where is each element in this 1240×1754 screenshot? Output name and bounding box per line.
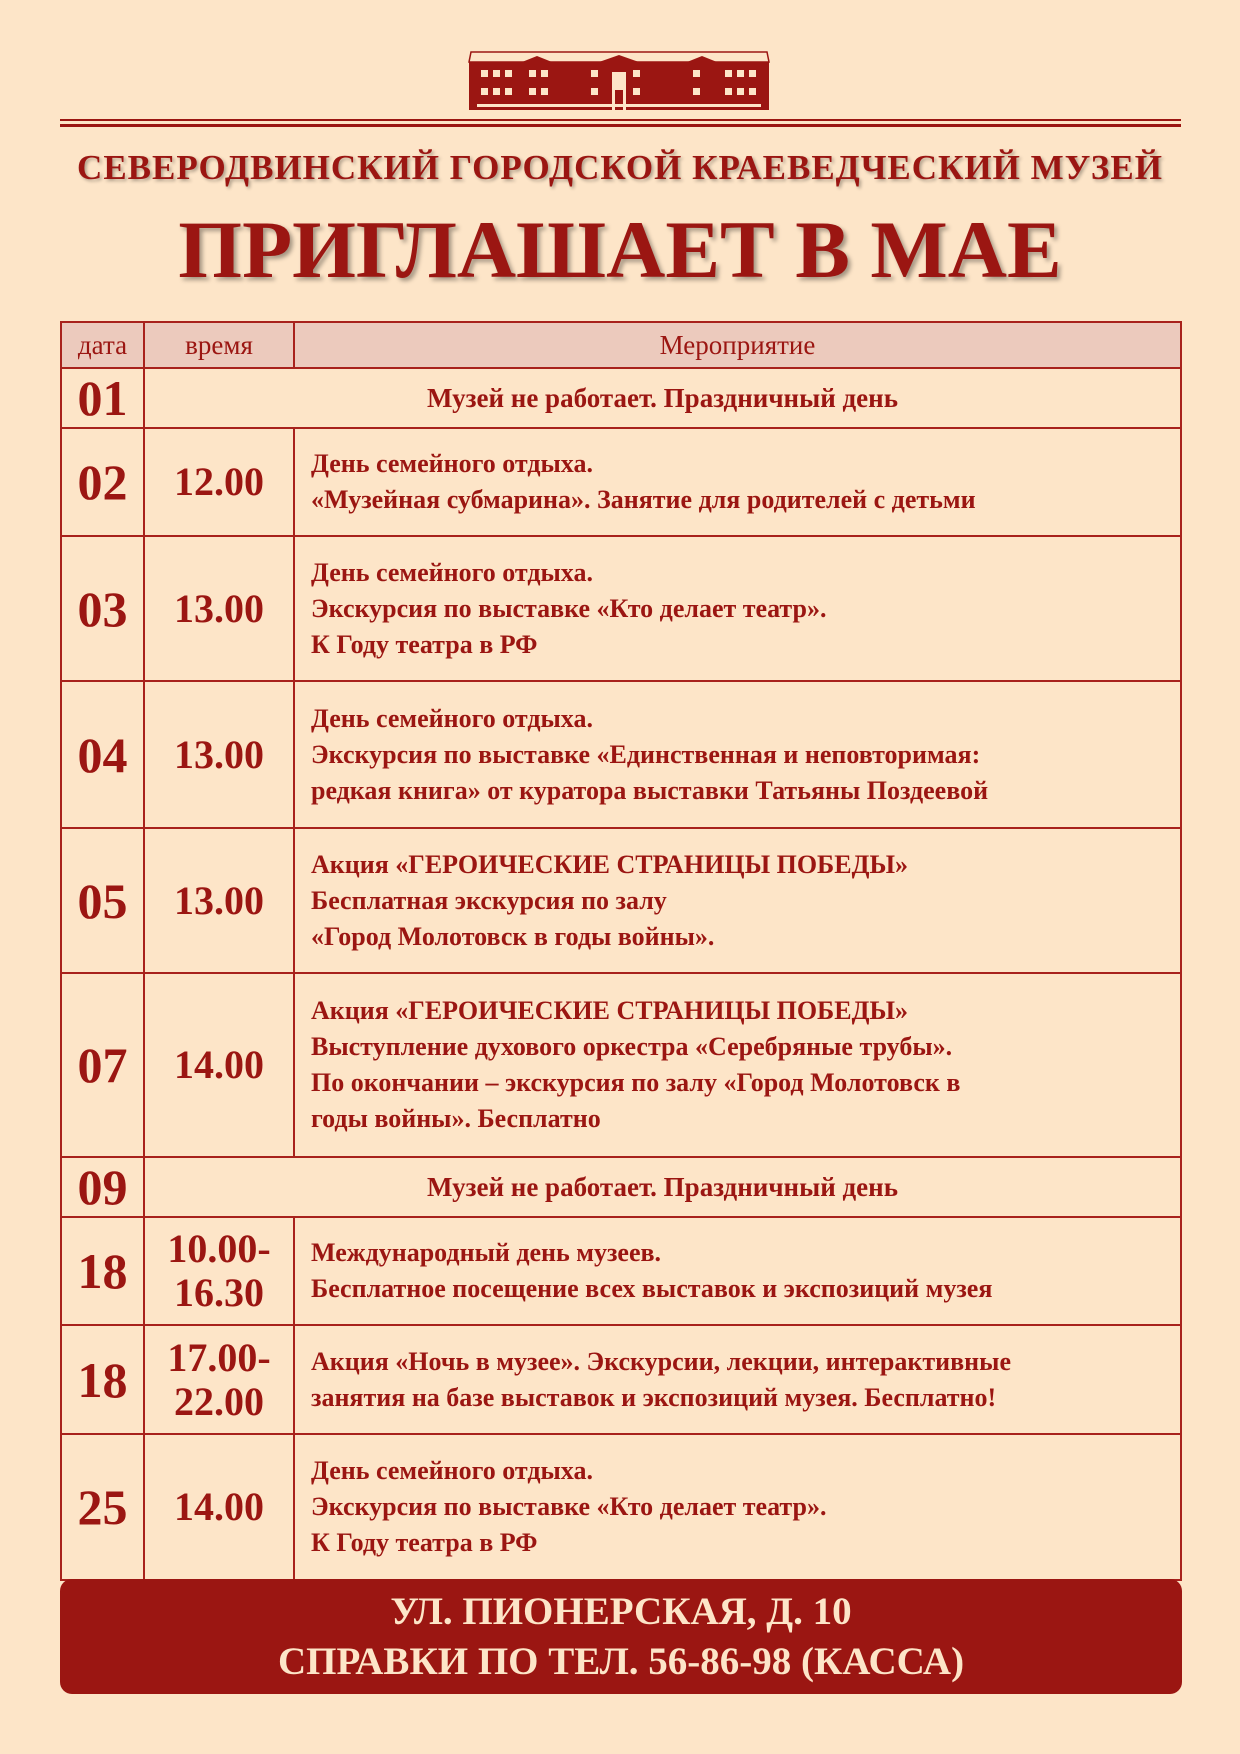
event-line: День семейного отдыха. [311, 449, 593, 478]
event-description [294, 428, 1181, 536]
event-line: Выступление духового оркестра «Серебряные трубы». [311, 1032, 953, 1061]
table-row [61, 1434, 1181, 1580]
event-date: 03 [61, 536, 144, 681]
event-line: Акция «Ночь в музее». Экскурсии, лекции, интерактивные [311, 1346, 1011, 1376]
museum-building-logo [467, 50, 771, 112]
divider-line [60, 124, 1181, 127]
event-date: 25 [61, 1434, 144, 1580]
event-line: Акция «ГЕРОИЧЕСКИЕ СТРАНИЦЫ ПОБЕДЫ» [311, 996, 909, 1025]
event-line: День семейного отдыха. [311, 1456, 593, 1485]
event-time [144, 828, 294, 973]
museum-name: СЕВЕРОДВИНСКИЙ ГОРОДСКОЙ КРАЕВЕДЧЕСКИЙ МУЗЕЙ [77, 148, 1163, 187]
event-line: День семейного отдыха. [311, 703, 593, 733]
event-time [144, 973, 294, 1157]
time-start: 13.00 [174, 877, 264, 923]
table-row [61, 368, 1181, 428]
event-line: занятия на базе выставок и экспозиций музея. Бесплатно! [311, 1382, 997, 1412]
event-line: «Музейная субмарина». Занятие для родителей с детьми [311, 485, 976, 514]
time-start: 12.00 [174, 459, 264, 504]
col-header-event: Мероприятие [294, 322, 1181, 368]
table-row [61, 681, 1181, 828]
event-time [144, 536, 294, 681]
event-line: Международный день музеев. [311, 1238, 662, 1267]
time-start: 10.00- [167, 1226, 271, 1271]
time-start: 17.00- [167, 1334, 271, 1380]
event-date: 18 [61, 1217, 144, 1325]
event-date: 05 [61, 828, 144, 973]
event-line: «Город Молотовск в годы войны». [311, 921, 715, 951]
event-time [144, 428, 294, 536]
table-row [61, 428, 1181, 536]
event-description [294, 536, 1181, 681]
event-line: К Году театра в РФ [311, 629, 538, 659]
event-description [294, 1217, 1181, 1325]
time-start: 13.00 [174, 585, 264, 631]
col-header-time: время [144, 322, 294, 368]
event-date: 09 [61, 1157, 144, 1217]
table-row [61, 536, 1181, 681]
table-row [61, 1217, 1181, 1325]
event-description [294, 1325, 1181, 1434]
closed-notice: Музей не работает. Праздничный день [144, 1157, 1181, 1217]
event-date: 02 [61, 428, 144, 536]
col-header-date: дата [61, 322, 144, 368]
event-time [144, 681, 294, 828]
time-end: 16.30 [174, 1270, 264, 1315]
event-date: 01 [61, 368, 144, 428]
table-row [61, 1157, 1181, 1217]
event-line: Экскурсия по выставке «Кто делает театр». [311, 1492, 827, 1521]
page-title: ПРИГЛАШАЕТ В МАЕ [178, 204, 1062, 295]
event-date: 04 [61, 681, 144, 828]
event-time [144, 1325, 294, 1434]
time-start: 14.00 [174, 1484, 264, 1529]
event-time [144, 1217, 294, 1325]
time-start: 14.00 [174, 1042, 264, 1087]
contact-banner [60, 1579, 1182, 1694]
event-line: День семейного отдыха. [311, 557, 593, 587]
event-line: Бесплатная экскурсия по залу [311, 885, 667, 915]
events-table [60, 321, 1182, 1581]
event-description [294, 828, 1181, 973]
event-time [144, 1434, 294, 1580]
event-line: Экскурсия по выставке «Кто делает театр». [311, 593, 827, 623]
event-line: редкая книга» от куратора выставки Татьяны Поздеевой [311, 775, 989, 805]
table-row [61, 973, 1181, 1157]
time-end: 22.00 [174, 1378, 264, 1424]
event-date: 18 [61, 1325, 144, 1434]
event-line: По окончании – экскурсия по залу «Город Молотовск в [311, 1068, 961, 1097]
event-line: Акция «ГЕРОИЧЕСКИЕ СТРАНИЦЫ ПОБЕДЫ» [311, 849, 909, 879]
phone-info: СПРАВКИ ПО ТЕЛ. 56-86-98 (КАССА) [277, 1640, 965, 1683]
event-description [294, 681, 1181, 828]
table-row [61, 828, 1181, 973]
event-date: 07 [61, 973, 144, 1157]
event-description [294, 973, 1181, 1157]
event-line: Экскурсия по выставке «Единственная и неповторимая: [311, 739, 981, 769]
time-start: 13.00 [174, 731, 264, 777]
address: УЛ. ПИОНЕРСКАЯ, Д. 10 [390, 1590, 852, 1633]
table-row [61, 1325, 1181, 1434]
event-line: годы войны». Бесплатно [311, 1104, 601, 1133]
event-description [294, 1434, 1181, 1580]
event-line: К Году театра в РФ [311, 1528, 538, 1557]
closed-notice: Музей не работает. Праздничный день [144, 368, 1181, 428]
divider-line [60, 119, 1181, 121]
event-line: Бесплатное посещение всех выставок и экспозиций музея [311, 1274, 993, 1303]
